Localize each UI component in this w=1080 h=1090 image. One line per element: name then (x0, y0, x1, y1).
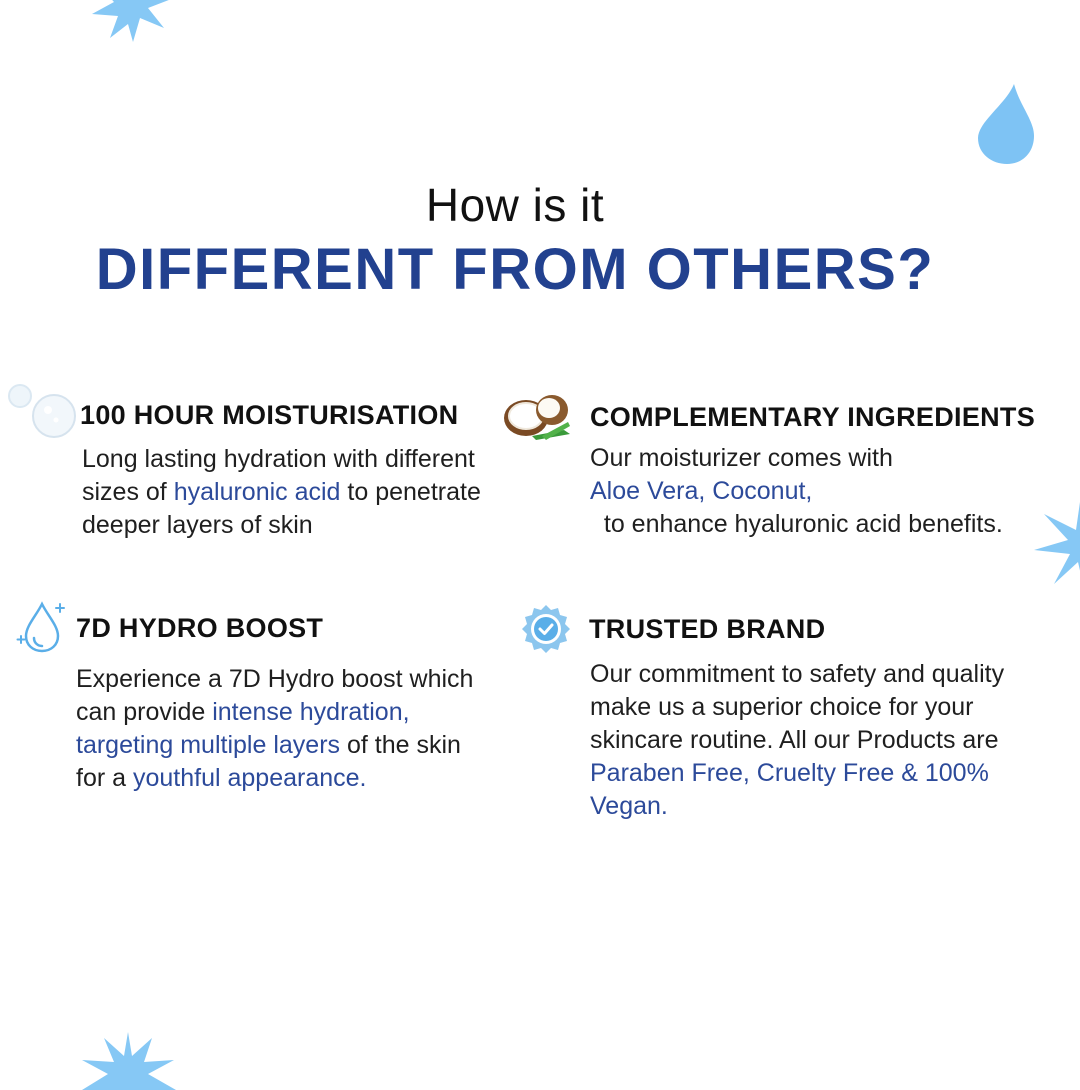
title-line-1: How is it (425, 179, 605, 231)
water-drop-icon (976, 82, 1038, 166)
verified-badge-icon (521, 604, 571, 654)
highlight-text: Paraben Free, Cruelty Free & 100% Vegan. (590, 759, 989, 820)
highlight-text: hyaluronic acid (173, 478, 341, 506)
starburst-top-icon (88, 0, 178, 45)
water-bubble-icon (4, 380, 78, 440)
starburst-bottom-icon (80, 1030, 176, 1090)
feature-body: Long lasting hydration with different sizes of hyaluronic acid to penetrate deeper layers of skin (82, 445, 481, 539)
feature-heading: TRUSTED BRAND (589, 614, 826, 644)
starburst-right-icon (1030, 500, 1080, 590)
highlight-text: intense hydration, targeting multiple layers (76, 698, 410, 759)
feature-body: Our moisturizer comes with Aloe Vera, Coconut, to enhance hyaluronic acid benefits. (590, 444, 1003, 538)
water-drop-sparkle-icon (14, 600, 68, 654)
feature-body: Our commitment to safety and quality make us a superior choice for your skincare routine. All our Products are Paraben Free, Cruelty Free & 100% Vegan. (590, 660, 1005, 820)
feature-heading: 7D HYDRO BOOST (76, 613, 324, 643)
title-line-2: DIFFERENT FROM OTHERS? (95, 237, 935, 302)
feature-heading: 100 HOUR MOISTURISATION (80, 400, 459, 430)
highlight-text: youthful appearance. (132, 764, 367, 792)
coconut-icon (502, 392, 572, 442)
feature-heading: COMPLEMENTARY INGREDIENTS (590, 402, 1036, 432)
highlight-text: Aloe Vera, Coconut, (590, 477, 813, 505)
feature-body: Experience a 7D Hydro boost which can provide intense hydration, targeting multiple layers of the skin for a youthful appearance. (76, 665, 474, 792)
